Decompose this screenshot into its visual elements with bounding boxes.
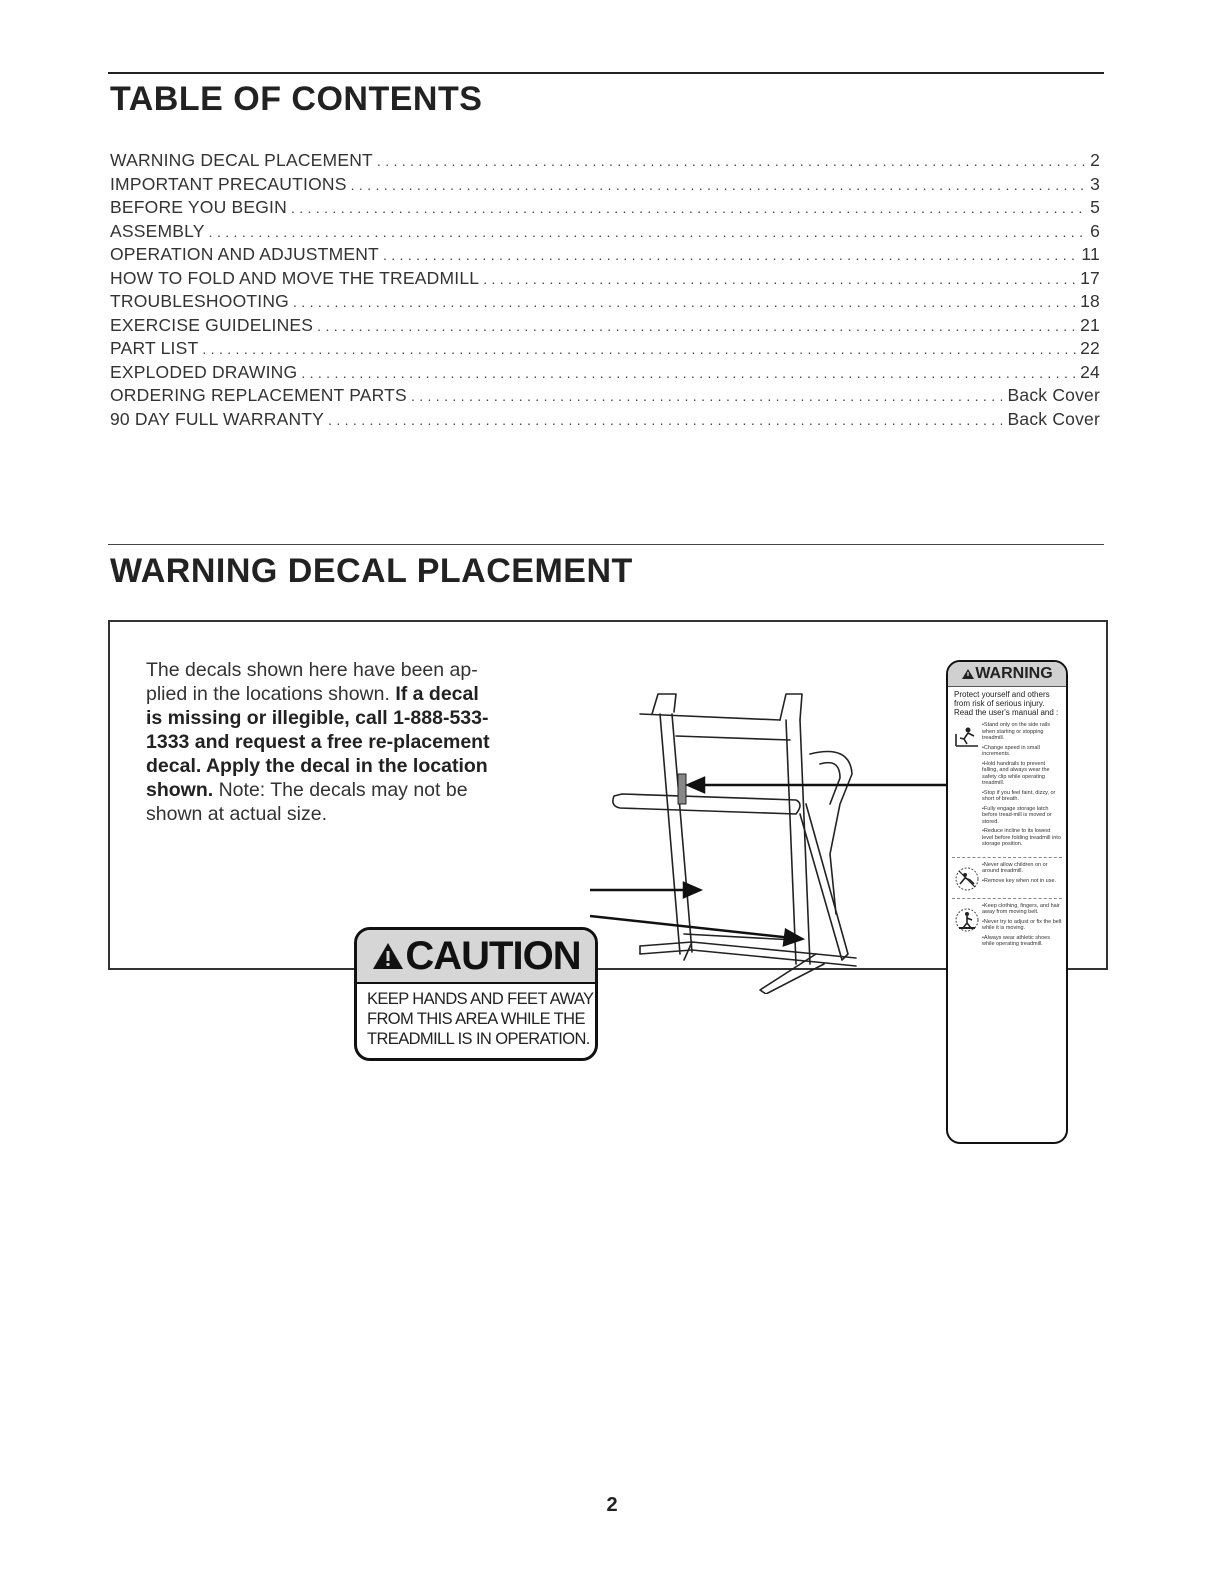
toc-entry-label: EXPLODED DRAWING [110, 361, 298, 382]
warning-title: WARNING [975, 665, 1053, 682]
toc-entry-label: 90 DAY FULL WARRANTY [110, 408, 325, 429]
leader-dots [377, 153, 1086, 169]
toc-entry[interactable] [110, 268, 1100, 292]
warning-group-text [982, 722, 1062, 851]
toc-entry[interactable] [110, 221, 1100, 245]
warning-group-3 [948, 901, 1066, 955]
handrail-bar [613, 794, 800, 814]
toc-entry-page: 11 [1081, 244, 1100, 264]
leader-dots [209, 224, 1086, 240]
toc-entry[interactable] [110, 315, 1100, 339]
warning-group-2 [948, 860, 1066, 896]
caution-header [357, 930, 595, 984]
warning-header [948, 662, 1066, 687]
toc-entry[interactable] [110, 197, 1100, 221]
decal-figure-frame [108, 620, 1108, 1048]
caution-message [357, 984, 595, 1049]
intro-plain-text: The decals shown here have been ap-plied in the locations shown. [146, 659, 478, 705]
toc-title: TABLE OF CONTENTS [110, 80, 483, 118]
leader-dots [411, 388, 1004, 404]
leader-dots [483, 271, 1076, 287]
toc-entry-page: 21 [1080, 314, 1100, 335]
toc-entry[interactable] [110, 174, 1100, 198]
warning-item: •Remove key when not in use. [982, 877, 1057, 884]
toc-entry-page: Back Cover [1007, 408, 1100, 429]
caution-line: KEEP HANDS AND FEET AWAY [367, 990, 594, 1008]
warning-item: •Keep clothing, fingers, and hair away from moving belt. [982, 902, 1060, 915]
moving-belt-hazard-icon [952, 903, 982, 951]
no-children-icon [952, 862, 982, 892]
toc-list [110, 150, 1100, 432]
leader-dots [301, 365, 1076, 381]
toc-entry[interactable] [110, 338, 1100, 362]
leader-dots [202, 341, 1076, 357]
toc-entry-label: BEFORE YOU BEGIN [110, 197, 287, 217]
warning-item: •Never try to adjust or fix the belt while it is moving. [982, 918, 1062, 931]
toc-entry-label: EXERCISE GUIDELINES [110, 314, 314, 335]
toc-entry-page: 22 [1080, 338, 1100, 358]
toc-entry[interactable] [110, 362, 1100, 386]
toc-entry-page: 17 [1080, 267, 1100, 288]
toc-entry-label: PART LIST [110, 338, 199, 358]
leader-dots [291, 200, 1086, 216]
toc-entry-page: 5 [1090, 197, 1100, 217]
toc-entry[interactable] [110, 244, 1100, 268]
toc-entry-page: 18 [1080, 291, 1100, 311]
toc-entry-label: TROUBLESHOOTING [110, 291, 289, 311]
toc-entry-page: Back Cover [1007, 385, 1100, 405]
warning-group-text [982, 903, 1062, 951]
warning-decal [946, 660, 1068, 1144]
intro-bold-text: If a decal is missing or illegible, call 1-888-533-1333 and request a free re-placement decal. Apply the decal in the location shown. [146, 683, 490, 801]
warning-item: •Reduce incline to its lowest level before folding treadmill into storage position. [982, 828, 1061, 847]
toc-entry[interactable] [110, 409, 1100, 433]
toc-entry-page: 2 [1090, 150, 1100, 170]
person-on-treadmill-icon [952, 722, 982, 851]
left-motor-hood [652, 694, 676, 714]
caution-decal [354, 927, 598, 1061]
toc-entry-label: IMPORTANT PRECAUTIONS [110, 173, 347, 194]
warning-group-text [982, 862, 1062, 892]
toc-entry-page: 6 [1090, 220, 1100, 241]
warning-item: •Fully engage storage latch before tread-mill is moved or stored. [982, 805, 1052, 825]
warning-group-1 [948, 720, 1066, 855]
warning-intro: Protect yourself and others from risk of serious injury. Read the user's manual and : [954, 690, 1059, 717]
caution-title: CAUTION [405, 933, 581, 978]
toc-entry-label: ASSEMBLY [110, 220, 205, 241]
caution-line: FROM THIS AREA WHILE THE [367, 1010, 585, 1028]
toc-entry-page: 3 [1090, 173, 1100, 194]
toc-entry-label: ORDERING REPLACEMENT PARTS [110, 385, 407, 405]
warning-item: •Stand only on the side rails when starting or stopping treadmill. [982, 722, 1050, 741]
warning-triangle-icon [961, 668, 975, 680]
page-number: 2 [606, 1494, 618, 1516]
toc-entry[interactable] [110, 291, 1100, 315]
treadmill-drawing [580, 654, 960, 994]
warning-divider [952, 857, 1062, 858]
toc-entry-label: OPERATION AND ADJUSTMENT [110, 244, 379, 264]
leader-dots [383, 247, 1077, 263]
leader-dots [328, 412, 1003, 428]
section-rule [108, 544, 1104, 545]
warning-item: •Always wear athletic shoes while operating treadmill. [982, 934, 1050, 947]
decal-intro-text [146, 658, 491, 826]
warning-triangle-icon [371, 941, 405, 971]
leader-dots [351, 177, 1086, 193]
warning-item: •Never allow children on or around treadmill. [982, 861, 1048, 874]
toc-entry-page: 24 [1080, 361, 1100, 382]
caution-line: TREADMILL IS IN OPERATION. [367, 1030, 590, 1048]
top-rule [108, 72, 1104, 74]
leader-dots [317, 318, 1076, 334]
intro-note-text: Note: The decals may not be shown at actual size. [146, 779, 468, 825]
section-title: WARNING DECAL PLACEMENT [110, 552, 633, 590]
toc-entry[interactable] [110, 385, 1100, 409]
toc-entry-label: WARNING DECAL PLACEMENT [110, 150, 373, 170]
toc-entry-label: HOW TO FOLD AND MOVE THE TREADMILL [110, 267, 480, 288]
warning-item: •Change speed in small increments. [982, 744, 1040, 757]
toc-entry[interactable] [110, 150, 1100, 174]
warning-divider [952, 898, 1062, 899]
right-motor-hood [780, 694, 802, 720]
warning-item: •Hold handrails to prevent falling, and always wear the safety clip while operating treadmill. [982, 760, 1050, 786]
warning-item: •Stop if you feel faint, dizzy, or short of breath. [982, 789, 1056, 802]
leader-dots [293, 294, 1076, 310]
